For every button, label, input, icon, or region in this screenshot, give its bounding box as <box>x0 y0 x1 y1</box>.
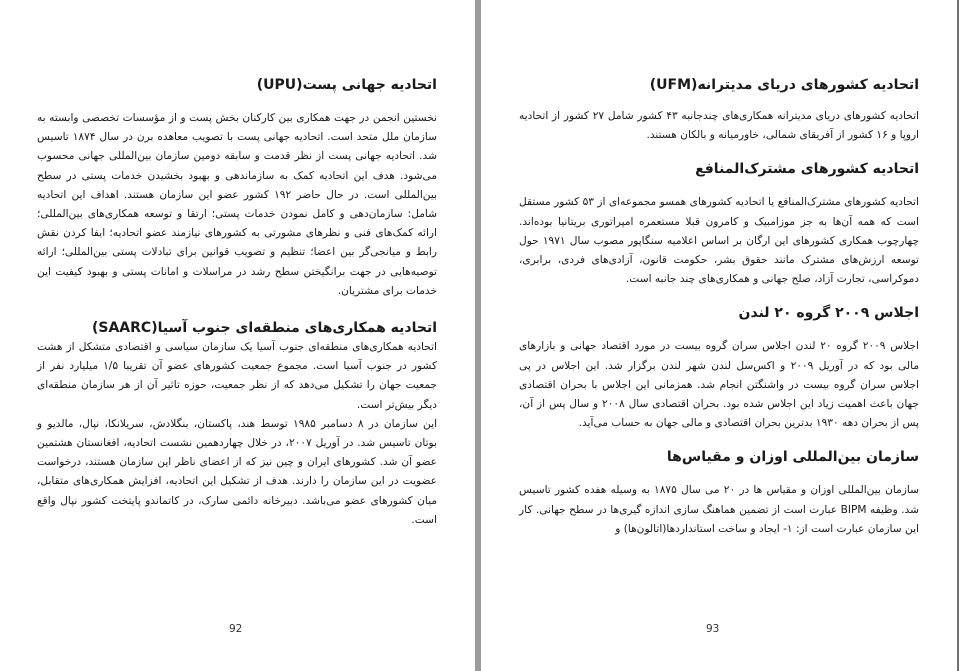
paragraph-bipm: سازمان بین‌المللی اوزان و مقیاس ها در ۲۰ می سال ۱۸۷۵ به وسیله هفده کشور تاسیس شد. وظیفه BIPM عبارت است از تضمین هماهنگ سازی اندازه گیری‌ها در سطح جهانی. کار این سازمان عبارت است از: ۱- ایجاد و ساخت استانداردها(اتالون‌ها) و <box>519 484 919 535</box>
section-heading-ufm: اتحادیه کشورهای دریای مدیترانه(UFM) <box>649 77 919 93</box>
paragraph-saarc-2: این سازمان در ۸ دسامبر ۱۹۸۵ توسط هند، پاکستان، بنگلادش، سریلانکا، نپال، مالدیو و بوتان تاسیس شد. در آوریل ۲۰۰۷، در خلال چهاردهمین نشست اتحادیه، افغانستان هشتمین عضو آن شد. کشورهای ایران و چین نیز که از اعضای ناظر این سازمان هستند، درخواست عضویت در این سازمان را دارند. هدف از تشکیل این اتحادیه، افزایش همکاری‌های متقابل، میان کشورهای عضو می‌باشد. دبیرخانه دائمی سارک، در کاتماندو پایتخت کشور نپال واقع است. <box>37 417 438 526</box>
page-number: 92 <box>229 623 243 635</box>
paragraph-upu: نخستین انجمن در جهت همکاری بین کارکنان بخش پست و از مؤسسات تخصصی وابسته به سازمان ملل متحد است. اتحادیه جهانی پست با تصویب معاهده برن در سال ۱۸۷۴ تاسیس شد. اتحادیه جهانی پست از نظر قدمت و سابقه دومین سازمان بین‌المللی جهانی محسوب می‌شود. هدف این اتحادیه کمک به سازماندهی و بهبود بخشیدن خدمات پستی در سطح بین‌المللی است. در حال حاضر ۱۹۲ کشور عضو این سازمان هستند. اهداف این اتحادیه شامل: سازمان‌دهی و کامل نمودن خدمات پستی؛ ارتقا و توسعه همکاری‌های بین‌المللی؛ ارائه کمک‌های فنی و نظرهای مشورتی به کشورهای نیازمند عضو اتحادیه؛ ایفا کردن نقش رابط و میانجی‌گر بین اعضا؛ تنظیم و تصویب قوانین برای تبادلات پستی بین‌المللی؛ ارائه توصیه‌هایی در جهت برانگیختن سطح رشد در مراسلات و امانات پستی و بهبود کیفیت این خدمات برای مشتریان. <box>37 112 438 297</box>
right-page-text-column <box>519 72 919 539</box>
section-heading-upu: اتحادیه جهانی پست(UPU) <box>256 77 437 93</box>
paragraph-g20-london: اجلاس ۲۰۰۹ گروه ۲۰ لندن اجلاس سران گروه بیست در مورد اقتصاد جهانی و بازارهای مالی بود که در آوریل ۲۰۰۹ و اکس‌سل لندن شهر لندن برگزار شد. این اجلاس در پی اجلاس سران گروه بیست در واشنگتن انجام شد. همزمانی این اجلاس با بحران اقتصادی جهان باعث اهمیت زیاد این اجلاس شده بود. بحران اقتصادی سال ۲۰۰۸ و سال پس از آن، پس از بحران دهه ۱۹۳۰ بدترین بحران اقتصادی و مالی جهان به حساب می‌آید. <box>519 340 919 430</box>
paragraph-commonwealth: اتحادیه کشورهای مشترک‌المنافع یا اتحادیه کشورهای همسو مجموعه‌ای از ۵۳ کشور مستقل است که همه آن‌ها به جز موزامبیک و کامرون قبلا مستعمره امپراتوری بریتانیا بوده‌اند. چهارچوب همکاری کشورهای این ارگان بر اساس اعلامیه سنگاپور مصوب سال ۱۹۷۱ حول توسعه ارزش‌های مشترک مانند حقوق بشر، حکومت قانون، آزادی‌های فردی، برابری، دموکراسی، تجارت آزاد، صلح جهانی و همکاری‌های چند جانبه است. <box>519 196 919 286</box>
page-number: 93 <box>706 623 720 635</box>
section-heading-g20-london: اجلاس ۲۰۰۹ گروه ۲۰ لندن <box>738 305 919 322</box>
section-heading-commonwealth: اتحادیه کشورهای مشترک‌المنافع <box>695 161 919 178</box>
left-page <box>0 0 475 671</box>
paragraph-saarc-1: اتحادیه همکاری‌های منطقه‌ای جنوب آسیا یک سازمان سیاسی و اقتصادی متشکل از هشت کشور در جنوب آسیا است. مجموع جمعیت کشورهای عضو آن تقریبا ۱/۵ میلیارد نفر از جمعیت جهان را تشکیل می‌دهد که از نظر جمعیت، حوزه تاثیر آن از هر سازمان منطقه‌ای دیگر بیش‌تر است. <box>37 341 438 411</box>
section-heading-saarc: اتحادیه همکاری‌های منطقه‌ای جنوب آسیا(SAARC) <box>91 320 437 337</box>
section-heading-bipm: سازمان بین‌المللی اوزان و مقیاس‌ها <box>666 449 919 466</box>
right-page <box>481 0 959 671</box>
paragraph-ufm: اتحادیه کشورهای دریای مدیترانه همکاری‌های چندجانبه ۴۳ کشور شامل ۲۷ کشور از اتحادیه اروپا و ۱۶ کشور از آفریقای شمالی، خاورمیانه و بالکان هستند. <box>519 110 919 142</box>
left-page-text-column <box>37 72 437 530</box>
